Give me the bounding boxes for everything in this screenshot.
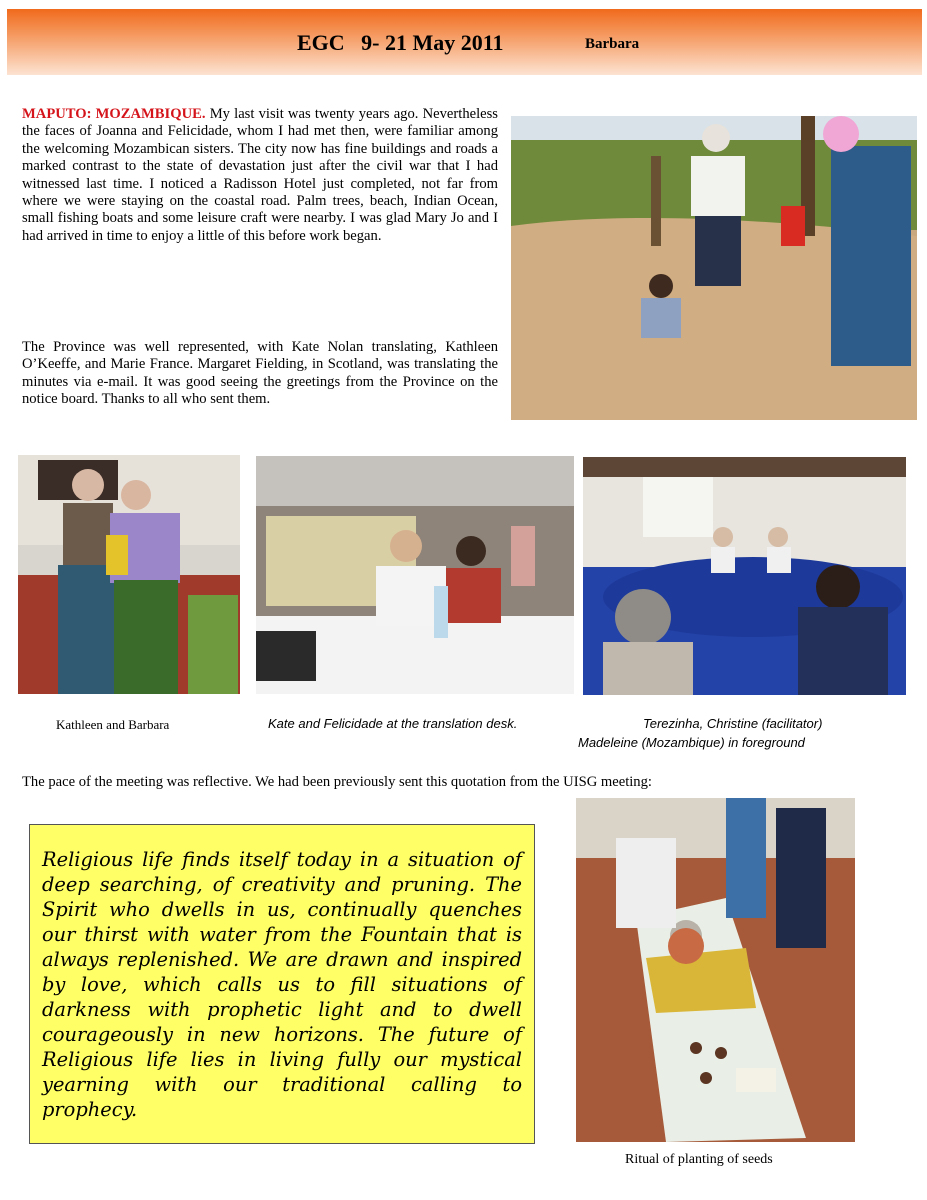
photo-ritual-planting-seeds <box>576 798 855 1142</box>
caption-kathleen-and-barbara: Kathleen and Barbara <box>56 717 170 732</box>
photo-translation-desk <box>256 456 574 694</box>
caption-meeting-line-2: Madeleine (Mozambique) in foreground <box>578 735 805 750</box>
uisg-quote-text: Religious life finds itself today in a situation of deep searching, of creativity and pruning. The Spirit who dwells in us, continually quenches our thirst with water from the Fountain that is always replenished. We are drawn and inspired by love, which calls us to fill situations of darkness with prophetic light and to dwell courageously in new horizons. The future of Religious life lies in living fully our mystical yearning with our traditional calling to prophecy. <box>42 848 522 1121</box>
location-heading: MAPUTO: MOZAMBIQUE. <box>22 106 206 122</box>
uisg-quote-box <box>29 824 535 1144</box>
page-header <box>7 9 922 75</box>
caption-translation-desk: Kate and Felicidade at the translation desk. <box>268 716 518 731</box>
photo-meeting-room <box>583 457 906 695</box>
header-title: EGC 9- 21 May 2011 <box>297 30 504 55</box>
pace-paragraph: The pace of the meeting was reflective. We had been previously sent this quotation from the UISG meeting: <box>22 774 652 790</box>
header-author: Barbara <box>585 36 640 52</box>
photo-sisters-with-child <box>511 116 917 420</box>
caption-ritual: Ritual of planting of seeds <box>625 1152 773 1167</box>
intro-paragraph <box>22 106 498 245</box>
caption-meeting-line-1: Terezinha, Christine (facilitator) <box>643 716 823 731</box>
photo-kathleen-and-barbara <box>18 455 240 694</box>
province-paragraph: The Province was well represented, with Kate Nolan translating, Kathleen O’Keeffe, and Marie France. Margaret Fielding, in Scotland, was translating the minutes via e-mail. It was good seeing the greetings from the Province on the notice board. Thanks to all who sent them. <box>22 339 498 408</box>
intro-text: My last visit was twenty years ago. Nevertheless the faces of Joanna and Felicidade, whom I had met then, were familiar among the welcoming Mozambican sisters. The city now has fine buildings and roads a marked contrast to the state of devastation just after the civil war that I had witnessed last time. I noticed a Radisson Hotel just completed, not far from where we were staying on the coastal road. Palm trees, beach, Indian Ocean, small fishing boats and some leisure craft were nearby. I was glad Mary Jo and I had arrived in time to enjoy a little of this before work began. <box>22 106 498 244</box>
